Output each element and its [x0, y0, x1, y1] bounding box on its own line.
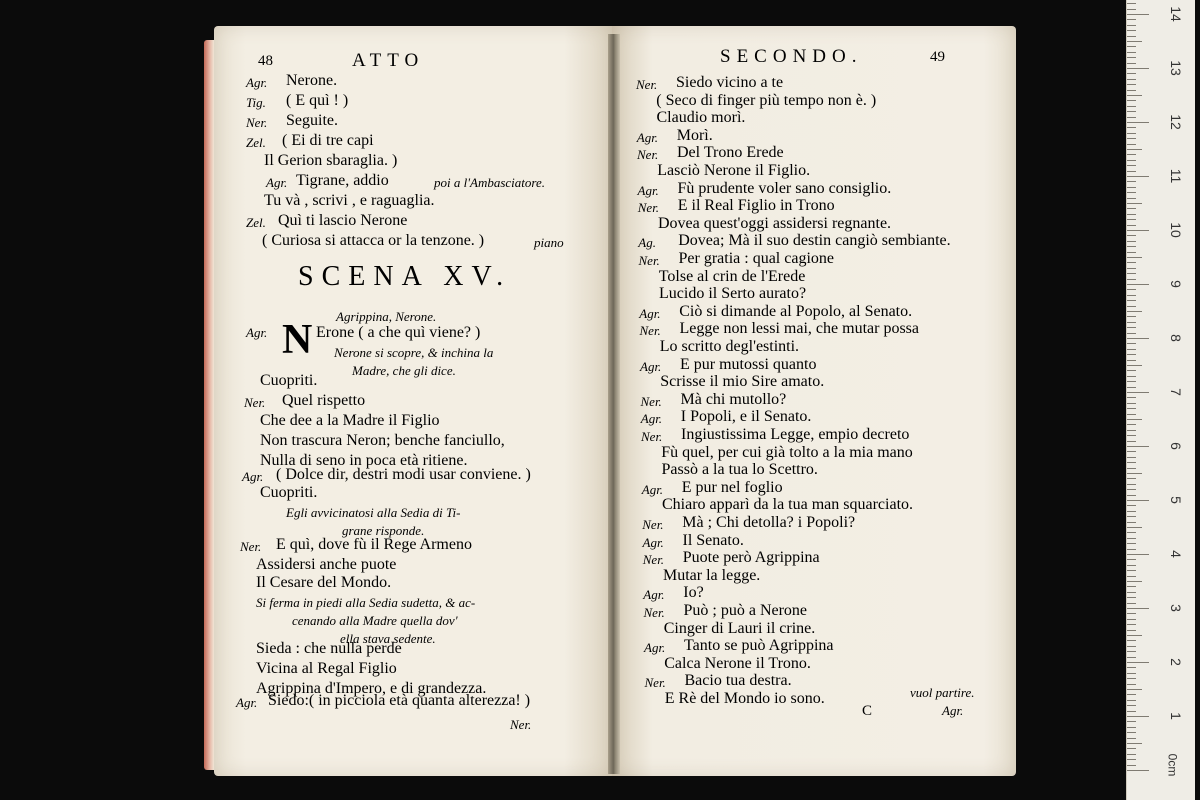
verse-line: Ingiustissima Legge, empio decreto — [681, 426, 910, 443]
ruler-tick — [1127, 160, 1136, 161]
speaker: Ner. — [644, 675, 666, 691]
page-number-right: 49 — [930, 49, 945, 65]
verse-line: Lo scritto degl'estinti. — [659, 338, 800, 355]
ruler-tick — [1127, 279, 1136, 280]
speaker: Agr. — [644, 640, 666, 656]
ruler-tick — [1127, 203, 1142, 204]
verse-line: ( Seco di finger più tempo non è. ) — [656, 91, 877, 109]
ruler-tick — [1127, 349, 1136, 350]
ruler-tick — [1127, 765, 1136, 766]
verse-line: Siedo:( in picciola età quanta alterezza! ) — [268, 692, 531, 709]
verse-line: Morì. — [676, 126, 713, 144]
verse-line: Il Gerion sbaraglia. ) — [264, 152, 398, 169]
stage-direction: poi a l'Ambasciatore. — [434, 175, 545, 190]
ruler-tick — [1127, 138, 1136, 139]
ruler-tick — [1127, 300, 1136, 301]
stage-direction: Nerone si scopre, & inchina la — [334, 345, 494, 360]
ruler-tick — [1127, 14, 1149, 15]
verse-line: Quel rispetto — [282, 392, 366, 409]
running-header-right: SECONDO. — [720, 46, 863, 67]
ruler-tick — [1127, 214, 1136, 215]
stage-direction: ella stava sedente. — [340, 631, 436, 646]
verse-line: Nerone. — [286, 72, 338, 89]
ruler-tick — [1127, 451, 1136, 452]
ruler-tick — [1127, 208, 1136, 209]
ruler-tick — [1127, 408, 1136, 409]
ruler-number: 5 — [1168, 496, 1184, 504]
ruler-tick — [1127, 754, 1136, 755]
verse-line: Tu và , scrivi , e raguaglia. — [264, 192, 435, 209]
ruler-tick — [1127, 284, 1149, 285]
ruler-tick — [1127, 435, 1136, 436]
ruler-tick — [1127, 306, 1136, 307]
ruler-tick — [1127, 241, 1136, 242]
ruler-number: 9 — [1168, 280, 1184, 288]
speaker: Ner. — [636, 77, 658, 92]
speaker: Ner. — [642, 552, 665, 568]
ruler-tick — [1127, 365, 1142, 366]
ruler-tick — [1127, 370, 1136, 371]
ruler-tick — [1127, 176, 1149, 177]
ruler-tick — [1127, 500, 1149, 501]
ruler-tick — [1127, 759, 1136, 760]
ruler-tick — [1127, 52, 1136, 53]
ruler-tick — [1127, 743, 1142, 744]
speaker: Agr. — [639, 305, 661, 321]
verse-line: Cinger di Lauri il crine. — [663, 619, 816, 637]
ruler-tick — [1127, 738, 1136, 739]
ruler-tick — [1127, 360, 1136, 361]
verse-line: Nulla di seno in poca età ritiene. — [260, 452, 468, 469]
ruler-tick — [1127, 117, 1136, 118]
speaker: Agr. — [246, 325, 268, 340]
ruler-tick — [1127, 165, 1136, 166]
speaker: Ner. — [643, 605, 665, 620]
verse-line: E il Real Figlio in Trono — [677, 197, 835, 215]
ruler-tick — [1127, 235, 1136, 236]
stage-direction: vuol partire. — [910, 685, 975, 700]
verse-line: ( E quì ! ) — [286, 92, 349, 109]
catchword: Agr. — [942, 703, 964, 718]
ruler-tick — [1127, 543, 1136, 544]
ruler-tick — [1127, 397, 1136, 398]
speaker: Agr. — [643, 587, 665, 603]
speaker: Agr. — [236, 695, 258, 710]
ruler-tick — [1127, 30, 1136, 31]
drop-cap: N — [282, 317, 313, 363]
ruler-tick — [1127, 424, 1136, 425]
ruler-tick — [1127, 171, 1136, 172]
ruler-tick — [1127, 700, 1136, 701]
ruler-tick — [1127, 689, 1142, 690]
speaker: Agr. — [642, 534, 664, 550]
ruler-tick — [1127, 257, 1142, 258]
ruler-tick — [1127, 9, 1136, 10]
ruler-tick — [1127, 484, 1136, 485]
speaker: Ner. — [639, 323, 661, 339]
verse-line: Fù prudente voler sano consiglio. — [677, 179, 892, 197]
ruler-tick — [1127, 419, 1142, 420]
verse-line: Per gratia : qual cagione — [678, 250, 834, 267]
verse-line: Vicina al Regal Figlio — [256, 660, 397, 677]
ruler-tick — [1127, 657, 1136, 658]
ruler-tick — [1127, 678, 1136, 679]
speaker: Agr. — [266, 175, 288, 190]
ruler-number: 12 — [1168, 114, 1184, 130]
ruler-tick — [1127, 468, 1136, 469]
ruler-number: 11 — [1168, 168, 1184, 184]
ruler-tick — [1127, 252, 1136, 253]
verse-line: ( Dolce dir, destri modi usar conviene. ) — [276, 466, 531, 483]
ruler-tick — [1127, 273, 1136, 274]
ruler-tick — [1127, 225, 1136, 226]
ruler-tick — [1127, 538, 1136, 539]
verse-line: I Popoli, e il Senato. — [680, 408, 812, 426]
verse-line: Io? — [683, 584, 704, 602]
ruler-tick — [1127, 149, 1142, 150]
ruler-tick — [1127, 457, 1136, 458]
verse-line: Agrippina d'Impero, e di grandezza. — [256, 680, 487, 697]
verse-line: E pur nel foglio — [681, 478, 783, 496]
ruler-tick — [1127, 84, 1136, 85]
ruler-tick — [1127, 430, 1136, 431]
ruler-tick — [1127, 565, 1136, 566]
stage-direction: cenando alla Madre quella dov' — [292, 613, 458, 628]
ruler-tick — [1127, 630, 1136, 631]
ruler-tick — [1127, 36, 1136, 37]
ruler-tick — [1127, 154, 1136, 155]
ruler-tick — [1127, 705, 1136, 706]
ruler-tick — [1127, 198, 1136, 199]
ruler-tick — [1127, 343, 1136, 344]
ruler-tick — [1127, 624, 1136, 625]
verse-line: ( Curiosa si attacca or la tenzone. ) — [262, 232, 485, 249]
ruler-tick — [1127, 748, 1136, 749]
ruler-tick — [1127, 581, 1142, 582]
ruler-tick — [1127, 511, 1136, 512]
ruler-number: 1 — [1168, 712, 1184, 720]
ruler-tick — [1127, 3, 1136, 4]
speaker: Agr. — [641, 481, 664, 497]
stage-direction: piano — [534, 235, 564, 250]
ruler-tick — [1127, 181, 1136, 182]
verse-line: Passò a la tua lo Scettro. — [661, 461, 818, 479]
ruler-tick — [1127, 354, 1136, 355]
verse-line: Il Cesare del Mondo. — [256, 574, 392, 591]
ruler-tick — [1127, 19, 1136, 20]
ruler-tick — [1127, 106, 1136, 107]
ruler-tick — [1127, 586, 1136, 587]
ruler-tick — [1127, 711, 1136, 712]
speaker: Ner. — [641, 429, 663, 444]
verse-line: Siedo vicino a te — [676, 74, 784, 91]
ruler-number: 2 — [1168, 658, 1184, 666]
ruler-tick — [1127, 187, 1136, 188]
ruler-number: 13 — [1168, 60, 1184, 76]
speaker: Ner. — [246, 115, 268, 130]
stage-direction: Madre, che gli dice. — [352, 363, 456, 378]
ruler-tick — [1127, 327, 1136, 328]
ruler-tick — [1127, 570, 1136, 571]
ruler-tick — [1127, 311, 1142, 312]
stage-direction: Si ferma in piedi alla Sedia sudetta, & ac- — [256, 595, 476, 610]
ruler-number: 4 — [1168, 550, 1184, 558]
ruler-tick — [1127, 295, 1136, 296]
verse-line: Puote però Agrippina — [682, 549, 820, 567]
verse-line: Lasciò Nerone il Figlio. — [657, 162, 811, 179]
ruler-tick — [1127, 268, 1136, 269]
ruler-unit: 0cm — [1165, 753, 1180, 777]
ruler-tick — [1127, 289, 1136, 290]
verse-line: Calca Nerone il Trono. — [664, 654, 811, 672]
verse-line: Mà ; Chi detolla? i Popoli? — [682, 514, 856, 531]
verse-line: Chiaro apparì da la tua man squarciato. — [662, 496, 914, 514]
ruler-tick — [1127, 95, 1142, 96]
ruler-tick — [1127, 100, 1136, 101]
speaker: Ner. — [638, 253, 660, 268]
speaker: Tig. — [246, 95, 266, 110]
verse-line: E Rè del Mondo io sono. — [664, 690, 825, 707]
ruler-tick — [1127, 262, 1136, 263]
ruler-number: 14 — [1168, 6, 1184, 22]
ruler-tick — [1127, 662, 1149, 663]
ruler-tick — [1127, 592, 1136, 593]
verse-line: Tolse al crin de l'Erede — [658, 267, 806, 285]
ruler-tick — [1127, 376, 1136, 377]
ruler-tick — [1127, 338, 1149, 339]
ruler-tick — [1127, 635, 1142, 636]
ruler-tick — [1127, 462, 1136, 463]
ruler-tick — [1127, 63, 1136, 64]
ruler-tick — [1127, 79, 1136, 80]
ruler-tick — [1127, 613, 1136, 614]
speaker: Zel. — [246, 215, 266, 230]
ruler-tick — [1127, 25, 1136, 26]
ruler-tick — [1127, 716, 1149, 717]
verse-line: Che dee a la Madre il Figlio — [260, 412, 440, 429]
verse-line: Dovea; Mà il suo destin cangiò sembiante. — [678, 232, 951, 250]
ruler-tick — [1127, 646, 1136, 647]
ruler-tick — [1127, 619, 1136, 620]
verse-line: Claudio morì. — [656, 109, 746, 127]
speaker: Agr. — [640, 411, 663, 427]
ruler-tick — [1127, 640, 1136, 641]
ruler-tick — [1127, 667, 1136, 668]
verse-line: E pur mutossi quanto — [680, 355, 817, 373]
ruler-tick — [1127, 387, 1136, 388]
ruler-tick — [1127, 73, 1136, 74]
ruler-number: 10 — [1168, 222, 1184, 238]
ruler-tick — [1127, 246, 1136, 247]
ruler-tick — [1127, 732, 1136, 733]
speaker: Agr. — [637, 182, 659, 198]
ruler-tick — [1127, 111, 1136, 112]
verse-line: Fù quel, per cui già tolto a la mia mano — [661, 443, 913, 461]
ruler-tick — [1127, 608, 1149, 609]
catchword: Ner. — [510, 717, 532, 732]
ruler-tick — [1127, 322, 1136, 323]
verse-line: Mutar la legge. — [663, 566, 761, 584]
running-header-left: ATTO — [352, 50, 425, 71]
ruler-tick — [1127, 527, 1142, 528]
ruler-tick — [1127, 495, 1136, 496]
ruler-tick — [1127, 403, 1136, 404]
ruler-tick — [1127, 597, 1136, 598]
ruler-tick — [1127, 770, 1149, 771]
book-gutter — [608, 34, 620, 774]
ruler-tick — [1127, 603, 1136, 604]
ruler-tick — [1127, 57, 1136, 58]
verse-line: Ciò si dimande al Popolo, al Senato. — [679, 302, 913, 320]
ruler-tick — [1127, 559, 1136, 560]
ruler-tick — [1127, 46, 1136, 47]
ruler-tick — [1127, 505, 1136, 506]
ruler-number: 8 — [1168, 334, 1184, 342]
ruler-tick — [1127, 68, 1149, 69]
verse-line: Seguite. — [286, 112, 338, 129]
ruler-tick — [1127, 727, 1136, 728]
verse-line: Quì ti lascio Nerone — [278, 212, 408, 229]
ruler-tick — [1127, 532, 1136, 533]
verse-line: ( Ei di tre capi — [282, 132, 374, 149]
ruler-tick — [1127, 478, 1136, 479]
ruler-tick — [1127, 694, 1136, 695]
verse-line: Tigrane, addio — [296, 172, 389, 189]
speaker: Agr. — [636, 129, 659, 145]
ruler-tick — [1127, 122, 1149, 123]
verse-line: Dovea quest'oggi assidersi regnante. — [658, 214, 892, 232]
ruler-tick — [1127, 522, 1136, 523]
verse-line: Può ; può a Nerone — [683, 602, 808, 619]
ruler-tick — [1127, 414, 1136, 415]
speaker: Ner. — [244, 395, 266, 410]
page-number-left: 48 — [258, 53, 273, 69]
speaker: Agr. — [246, 75, 268, 90]
ruler-tick — [1127, 721, 1136, 722]
ruler-tick — [1127, 333, 1136, 334]
ruler-tick — [1127, 144, 1136, 145]
verse-line: Erone ( a che quì viene? ) — [316, 324, 481, 341]
scene-title: SCENA XV. — [298, 261, 512, 292]
ruler-tick — [1127, 673, 1136, 674]
ruler-tick — [1127, 41, 1142, 42]
ruler-tick — [1127, 219, 1136, 220]
verse-line: Scrisse il mio Sire amato. — [660, 373, 825, 391]
ruler-tick — [1127, 549, 1136, 550]
verse-line: Cuopriti. — [260, 372, 318, 389]
speaker: Ag. — [638, 235, 656, 251]
ruler-tick — [1127, 441, 1136, 442]
speaker: Ner. — [637, 147, 659, 163]
stage-direction: grane risponde. — [342, 523, 425, 538]
ruler-tick — [1127, 316, 1136, 317]
speaker: Zel. — [246, 135, 266, 150]
ruler-number: 7 — [1168, 388, 1184, 396]
speaker: Ner. — [240, 539, 262, 554]
ruler-tick — [1127, 230, 1149, 231]
verse-line: Del Trono Erede — [677, 144, 784, 162]
ruler-tick — [1127, 489, 1136, 490]
ruler-tick — [1127, 381, 1136, 382]
verse-line: Il Senato. — [682, 531, 744, 549]
ruler-tick — [1127, 133, 1136, 134]
speaker: Ner. — [640, 393, 662, 409]
verse-line: Tanto se può Agrippina — [684, 637, 834, 655]
ruler-tick — [1127, 90, 1136, 91]
ruler-tick — [1127, 554, 1149, 555]
verse-line: Bacio tua destra. — [684, 672, 792, 690]
measuring-ruler — [1126, 0, 1195, 800]
verse-line: Non trascura Neron; benche fanciullo, — [260, 432, 505, 449]
stage-direction: Egli avvicinatosi alla Sedia di Ti- — [286, 505, 461, 520]
verse-line: Assidersi anche puote — [256, 556, 397, 573]
ruler-tick — [1127, 516, 1136, 517]
speaker: Agr. — [640, 358, 662, 374]
ruler-tick — [1127, 651, 1136, 652]
ruler-tick — [1127, 576, 1136, 577]
ruler-tick — [1127, 473, 1142, 474]
ruler-tick — [1127, 192, 1136, 193]
ruler-tick — [1127, 446, 1149, 447]
verse-line: E quì, dove fù il Rege Armeno — [276, 536, 472, 553]
ruler-tick — [1127, 127, 1136, 128]
speaker: Agr. — [242, 469, 264, 484]
speaker: Ner. — [642, 517, 664, 532]
verse-line: Lucido il Serto aurato? — [659, 285, 807, 303]
verse-line: Legge non lessi mai, che mutar possa — [679, 320, 919, 338]
verse-line: Cuopriti. — [260, 484, 318, 501]
verse-line: Sieda : che nulla perde — [256, 640, 402, 657]
ruler-number: 6 — [1168, 442, 1184, 450]
scene-characters: Agrippina, Nerone. — [336, 309, 437, 324]
signature-mark: C — [862, 703, 873, 719]
ruler-tick — [1127, 392, 1149, 393]
ruler-tick — [1127, 684, 1136, 685]
verse-line: Mà chi mutollo? — [680, 390, 787, 408]
speaker: Ner. — [637, 200, 660, 216]
ruler-number: 3 — [1168, 604, 1184, 612]
